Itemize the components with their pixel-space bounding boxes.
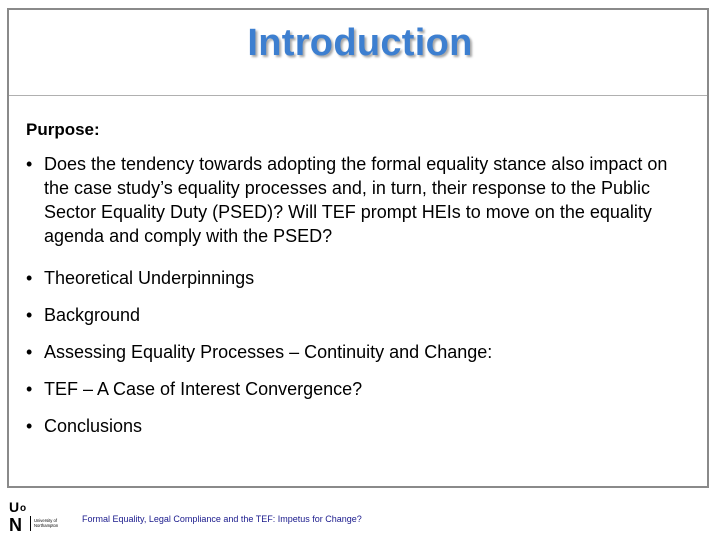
logo-caption-line1: University of: [34, 518, 58, 523]
slide-title: Introduction: [247, 22, 473, 64]
logo-letters-o: o: [20, 503, 27, 514]
bullet-icon: •: [26, 379, 33, 399]
logo-caption-line2: Northampton: [34, 523, 59, 528]
logo-divider: [30, 516, 31, 531]
title-divider: [9, 95, 707, 96]
bullet-icon: •: [26, 416, 33, 436]
university-logo: [8, 498, 68, 534]
bullet-item: [26, 414, 694, 438]
logo-letters-n: N: [9, 515, 22, 534]
bullet-text: Conclusions: [44, 416, 143, 436]
bullet-item: [26, 152, 694, 248]
bullet-text: Assessing Equality Processes – Continuity and Change:: [44, 342, 493, 362]
bullet-item: [26, 377, 694, 401]
bullet-item: [26, 340, 694, 364]
bullet-text: Does the tendency towards adopting the formal equality stance also impact on the case study’s equality processes and, in turn, their response to the Public Sector Equality Duty (PSED)? Will TEF prompt HEIs to move on the equality agenda and comply with the PSED?: [44, 154, 668, 246]
footer-text: Formal Equality, Legal Compliance and the TEF: Impetus for Change?: [82, 514, 362, 524]
purpose-heading: Purpose:: [26, 120, 100, 139]
bullet-text: Background: [44, 305, 141, 325]
bullet-list: [26, 152, 694, 438]
bullet-item: [26, 266, 694, 290]
bullet-item: [26, 303, 694, 327]
bullet-icon: •: [26, 268, 33, 288]
bullet-icon: •: [26, 154, 33, 174]
logo-letters-top: U: [9, 499, 20, 515]
bullet-text: Theoretical Underpinnings: [44, 268, 255, 288]
bullet-icon: •: [26, 342, 33, 362]
bullet-icon: •: [26, 305, 33, 325]
bullet-text: TEF – A Case of Interest Convergence?: [44, 379, 363, 399]
